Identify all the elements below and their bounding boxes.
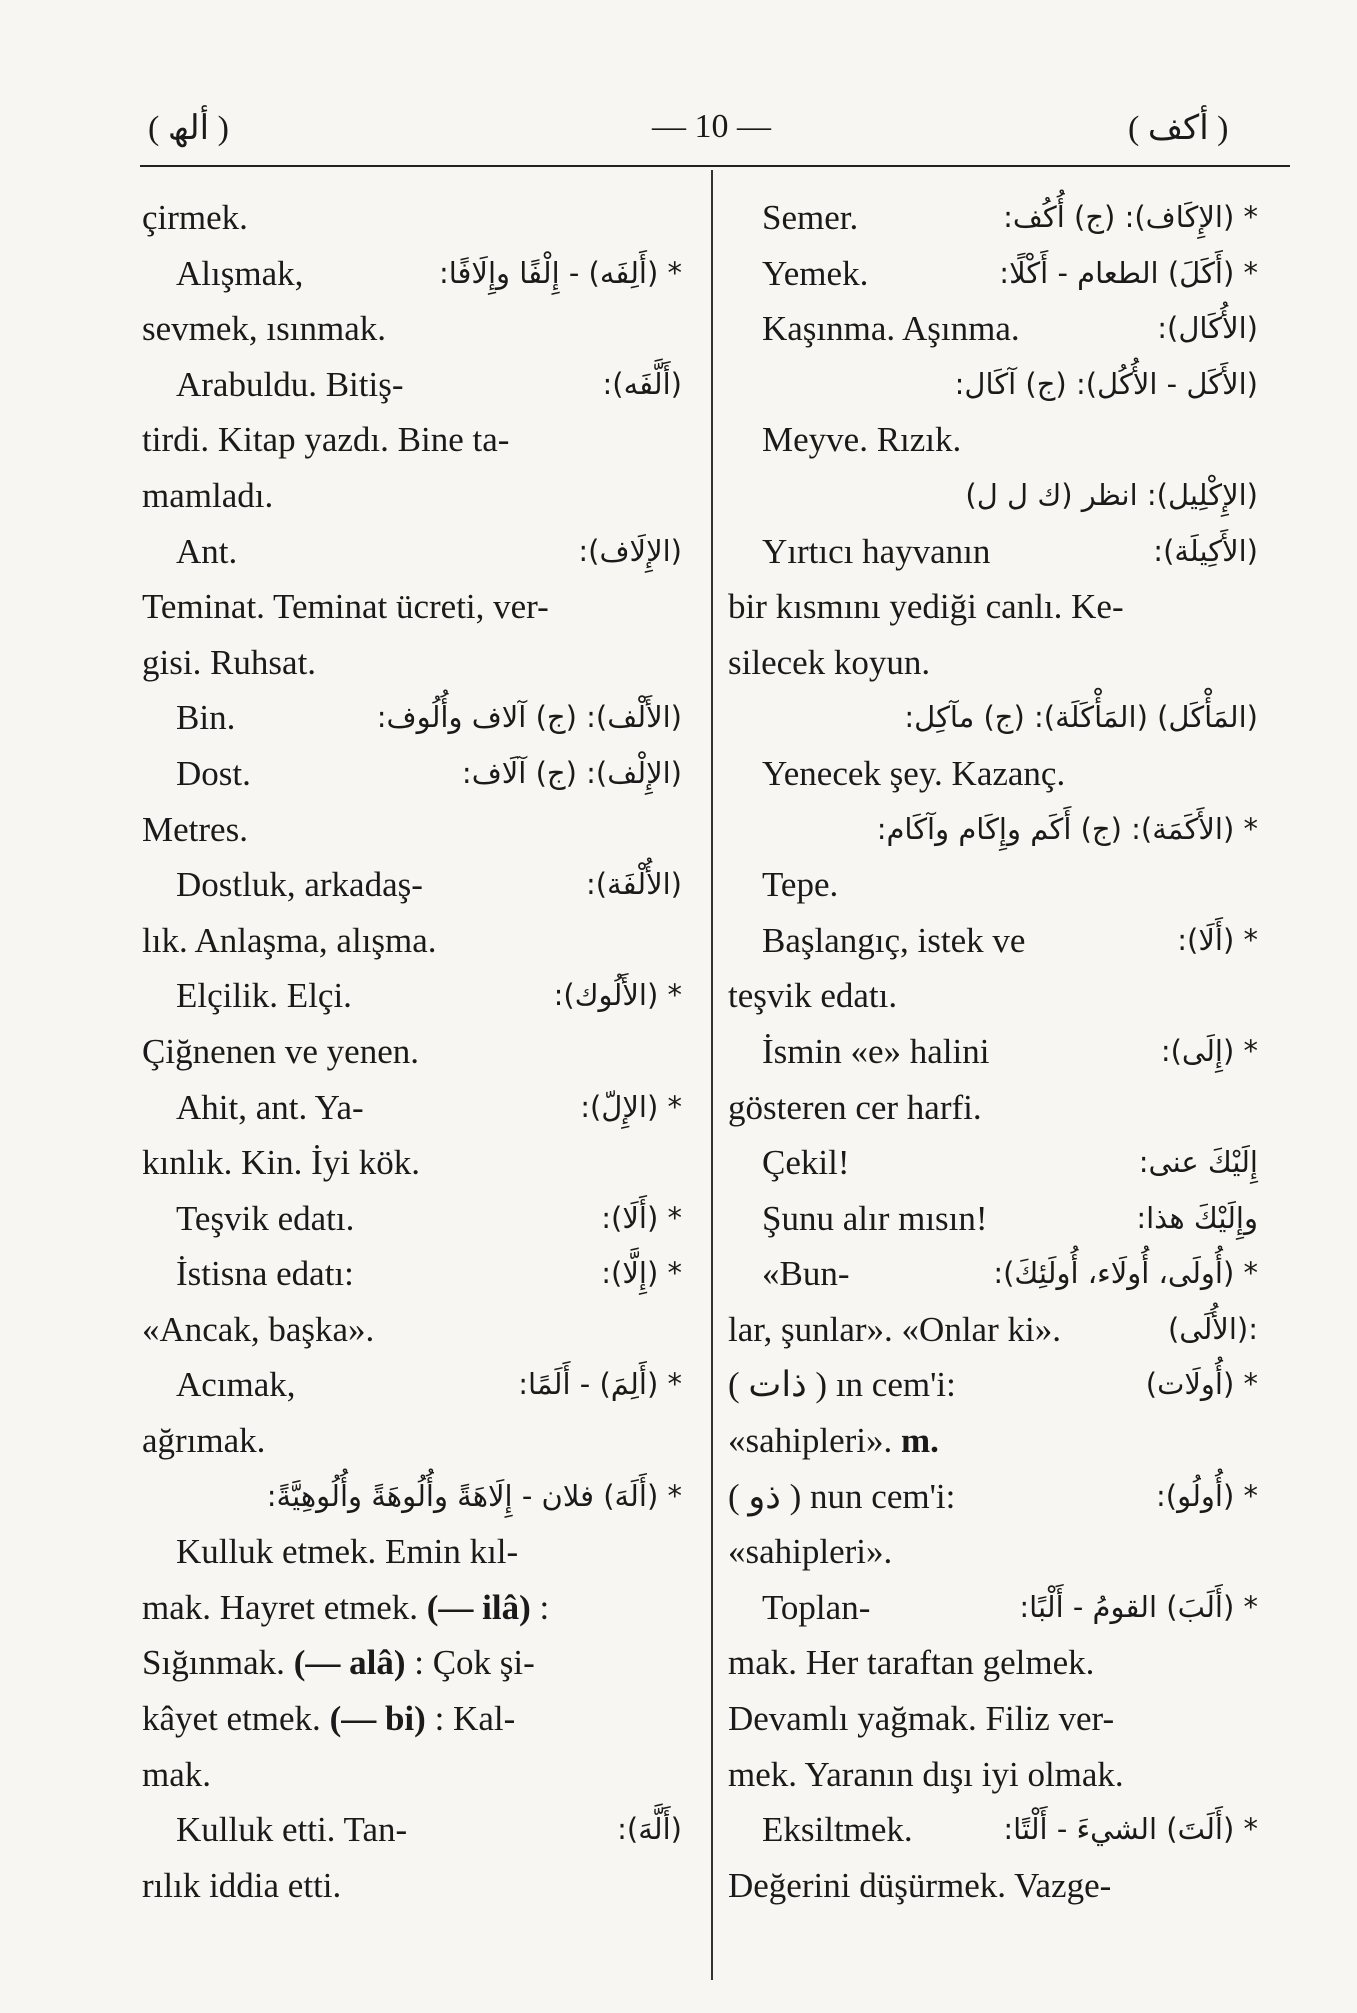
- dictionary-line: [142, 1302, 682, 1358]
- arabic-headword: إِلَيْكَ عنى:: [1138, 1145, 1258, 1180]
- dictionary-line: [728, 1357, 1258, 1413]
- turkish-text: lık. Anlaşma, alışma.: [142, 920, 437, 960]
- arabic-headword: * (أَلَتَ) الشيءَ - أَلْتًا:: [1003, 1812, 1258, 1847]
- turkish-text: mak. Her taraftan gelmek.: [728, 1643, 1095, 1683]
- turkish-text: gösteren cer harfi.: [728, 1087, 982, 1127]
- turkish-text: Meyve. Rızık.: [762, 420, 962, 460]
- turkish-text: Semer.: [762, 198, 859, 237]
- turkish-text: Çekil!: [762, 1143, 850, 1183]
- dictionary-line: [142, 1080, 682, 1136]
- dictionary-line: [728, 412, 1258, 468]
- turkish-text: Tepe.: [762, 865, 839, 905]
- turkish-text: kınlık. Kin. İyi kök.: [142, 1143, 421, 1183]
- turkish-text: tirdi. Kitap yazdı. Bine ta-: [142, 420, 510, 460]
- turkish-text: ağrımak.: [142, 1421, 266, 1461]
- turkish-text: Acımak,: [176, 1365, 296, 1405]
- dictionary-line: [142, 968, 682, 1024]
- arabic-headword: * (أَلَبَ) القومُ - أَلْبًا:: [1019, 1589, 1258, 1624]
- arabic-headword: (الإِكْلِيل): انظر (ك ل ل): [965, 477, 1258, 512]
- turkish-text: rılık iddia etti.: [142, 1865, 342, 1905]
- header-left-guideword: ( ألھ ): [148, 110, 229, 147]
- turkish-text: kâyet etmek. (— bi) : Kal-: [142, 1699, 516, 1739]
- dictionary-line: [728, 802, 1258, 858]
- dictionary-line: [142, 1469, 682, 1525]
- turkish-text: mamladı.: [142, 475, 274, 515]
- dictionary-line: [142, 802, 682, 858]
- dictionary-line: [728, 746, 1258, 802]
- column-divider: [711, 170, 713, 1980]
- turkish-text: Elçilik. Elçi.: [176, 976, 352, 1016]
- dictionary-line: [728, 301, 1258, 357]
- turkish-text: Yemek.: [762, 253, 869, 293]
- dictionary-line: [142, 690, 682, 746]
- dictionary-line: [728, 1135, 1258, 1191]
- dictionary-line: [142, 1357, 682, 1413]
- dictionary-line: [728, 357, 1258, 413]
- dictionary-line: [728, 1302, 1258, 1358]
- turkish-text: «Bun-: [762, 1254, 850, 1294]
- dictionary-line: [142, 579, 682, 635]
- dictionary-line: [142, 1747, 682, 1803]
- turkish-text: ( ذات ) ın cem'i:: [728, 1365, 956, 1405]
- left-column: [142, 190, 682, 1913]
- turkish-text: teşvik edatı.: [728, 976, 898, 1016]
- turkish-text: bir kısmını yediği canlı. Ke-: [728, 587, 1124, 627]
- arabic-headword: * (أَلِمَ) - أَلَمًا:: [518, 1367, 682, 1402]
- dictionary-line: [728, 1802, 1258, 1858]
- arabic-headword: (المَأْكَل) (المَأْكَلَة): (ج) مآكِل:: [904, 700, 1258, 735]
- dictionary-line: [728, 579, 1258, 635]
- turkish-text: Arabuldu. Bitiş-: [176, 364, 404, 404]
- dictionary-line: [142, 1413, 682, 1469]
- dictionary-line: [142, 1691, 682, 1747]
- turkish-text: «sahipleri».: [728, 1532, 893, 1572]
- arabic-headword: * (أَلَهَ) فلان - إِلَاهَةً وأُلُوهَةً وأُلُوهِيَّةً:: [266, 1478, 682, 1513]
- dictionary-line: [142, 1858, 682, 1914]
- dictionary-line: [142, 1135, 682, 1191]
- turkish-text: Ahit, ant. Ya-: [176, 1087, 364, 1127]
- turkish-text: sevmek, ısınmak.: [142, 309, 386, 349]
- turkish-text: Ant.: [176, 531, 238, 571]
- turkish-text: Dostluk, arkadaş-: [176, 865, 423, 905]
- turkish-text: Kulluk etti. Tan-: [176, 1810, 408, 1850]
- turkish-text: mek. Yaranın dışı iyi olmak.: [728, 1754, 1124, 1794]
- arabic-headword: :(الأُلَى): [1167, 1311, 1258, 1346]
- turkish-text: «sahipleri». m.: [728, 1421, 939, 1461]
- turkish-text: ( ذو ) nun cem'i:: [728, 1476, 956, 1516]
- dictionary-line: [728, 690, 1258, 746]
- dictionary-line: [728, 1635, 1258, 1691]
- arabic-headword: * (أُولَات): [1145, 1367, 1258, 1402]
- dictionary-line: [142, 1580, 682, 1636]
- dictionary-line: [728, 1580, 1258, 1636]
- turkish-text: mak. Hayret etmek. (— ilâ) :: [142, 1587, 550, 1627]
- turkish-text: İsmin «e» halini: [762, 1031, 990, 1071]
- dictionary-line: [728, 1469, 1258, 1525]
- header-right-guideword: ( أكف ): [1128, 110, 1229, 147]
- right-column: [728, 190, 1258, 1913]
- dictionary-line: [728, 468, 1258, 524]
- dictionary-line: [142, 746, 682, 802]
- turkish-text: Kulluk etmek. Emin kıl-: [176, 1532, 519, 1572]
- dictionary-line: [728, 1524, 1258, 1580]
- turkish-text: silecek koyun.: [728, 642, 931, 682]
- dictionary-line: [142, 412, 682, 468]
- turkish-text: «Ancak, başka».: [142, 1309, 375, 1349]
- turkish-text: Alışmak,: [176, 253, 304, 293]
- dictionary-line: [728, 635, 1258, 691]
- arabic-headword: * (أَلَا):: [601, 1200, 682, 1235]
- dictionary-line: [728, 1191, 1258, 1247]
- dictionary-line: [728, 1080, 1258, 1136]
- turkish-text: Dost.: [176, 753, 251, 793]
- dictionary-line: [142, 1635, 682, 1691]
- arabic-headword: (أَلَّهَ):: [617, 1812, 682, 1847]
- arabic-headword: * (أَكَلَ) الطعام - أَكْلًا:: [999, 255, 1258, 290]
- turkish-text: lar, şunlar». «Onlar ki».: [728, 1309, 1061, 1349]
- turkish-text: Bin.: [176, 698, 236, 738]
- dictionary-line: [728, 246, 1258, 302]
- dictionary-line: [728, 913, 1258, 969]
- dictionary-line: [728, 524, 1258, 580]
- dictionary-line: [142, 468, 682, 524]
- arabic-headword: * (الإِلّ):: [580, 1089, 682, 1124]
- arabic-headword: * (إِلَّا):: [601, 1256, 682, 1291]
- dictionary-line: [728, 1858, 1258, 1914]
- turkish-text: Devamlı yağmak. Filiz ver-: [728, 1699, 1115, 1739]
- dictionary-line: [142, 357, 682, 413]
- turkish-text: İstisna edatı:: [176, 1254, 354, 1294]
- turkish-text: Şunu alır mısın!: [762, 1198, 988, 1238]
- turkish-text: Metres.: [142, 809, 248, 849]
- turkish-text: Toplan-: [762, 1587, 871, 1627]
- arabic-headword: * (أُولُو):: [1156, 1478, 1258, 1513]
- arabic-headword: وإِلَيْكَ هذا:: [1136, 1200, 1258, 1235]
- arabic-headword: * (أَلَا):: [1177, 922, 1258, 957]
- turkish-text: Değerini düşürmek. Vazge-: [728, 1865, 1112, 1905]
- dictionary-line: [142, 524, 682, 580]
- arabic-headword: * (أَلِفَه) - إِلْفًا وإِلَافًا:: [438, 255, 682, 290]
- dictionary-line: [142, 1524, 682, 1580]
- arabic-headword: (الأُكَال):: [1157, 311, 1258, 346]
- turkish-text: gisi. Ruhsat.: [142, 642, 317, 682]
- arabic-headword: (الأَلْف): (ج) آلاف وأُلُوف:: [376, 700, 682, 735]
- turkish-text: Kaşınma. Aşınma.: [762, 309, 1020, 349]
- dictionary-line: [142, 301, 682, 357]
- dictionary-line: [728, 1413, 1258, 1469]
- dictionary-line: [142, 1191, 682, 1247]
- arabic-headword: (الأُلْفَة):: [585, 867, 682, 902]
- turkish-text: Başlangıç, istek ve: [762, 920, 1026, 960]
- turkish-text: Çiğnenen ve yenen.: [142, 1031, 419, 1071]
- turkish-text: Eksiltmek.: [762, 1810, 913, 1850]
- dictionary-line: [142, 1024, 682, 1080]
- arabic-headword: * (الأَكَمَة): (ج) أَكَم وإِكَام وآكَام:: [876, 811, 1258, 846]
- dictionary-line: [142, 190, 682, 246]
- arabic-headword: * (أُولَى، أُولَاء، أُولَئِكَ):: [993, 1256, 1258, 1291]
- arabic-headword: (أَلَّفَه):: [602, 366, 682, 401]
- dictionary-line: [728, 857, 1258, 913]
- header-rule: [140, 165, 1290, 167]
- arabic-headword: * (إِلَى):: [1160, 1033, 1258, 1068]
- arabic-headword: * (الأَلُوك):: [553, 978, 682, 1013]
- arabic-headword: * (الإِكَاف): (ج) أُكُف:: [1003, 200, 1258, 234]
- arabic-headword: (الأَكَل - الأُكُل): (ج) آكَال:: [954, 366, 1258, 401]
- dictionary-line: [142, 635, 682, 691]
- turkish-text: Teşvik edatı.: [176, 1198, 355, 1238]
- turkish-text: Teminat. Teminat ücreti, ver-: [142, 587, 549, 627]
- dictionary-line: [728, 1024, 1258, 1080]
- turkish-text: Sığınmak. (— alâ) : Çok şi-: [142, 1643, 535, 1683]
- dictionary-line: [142, 1802, 682, 1858]
- dictionary-line: [142, 913, 682, 969]
- dictionary-line: [142, 246, 682, 302]
- dictionary-line: [728, 1747, 1258, 1803]
- arabic-headword: (الأَكِيلَة):: [1153, 533, 1258, 568]
- turkish-text: Yenecek şey. Kazanç.: [762, 753, 1066, 793]
- page-number: — 10 —: [652, 108, 771, 145]
- turkish-text: mak.: [142, 1754, 212, 1794]
- dictionary-line: [142, 1246, 682, 1302]
- dictionary-line: [728, 1691, 1258, 1747]
- dictionary-line: [728, 190, 1258, 246]
- arabic-headword: (الإِلَاف):: [578, 533, 682, 568]
- turkish-text: Yırtıcı hayvanın: [762, 531, 991, 571]
- arabic-headword: (الإِلْف): (ج) آلَاف:: [461, 755, 682, 790]
- turkish-text: çirmek.: [142, 198, 248, 237]
- dictionary-line: [142, 857, 682, 913]
- dictionary-line: [728, 1246, 1258, 1302]
- dictionary-line: [728, 968, 1258, 1024]
